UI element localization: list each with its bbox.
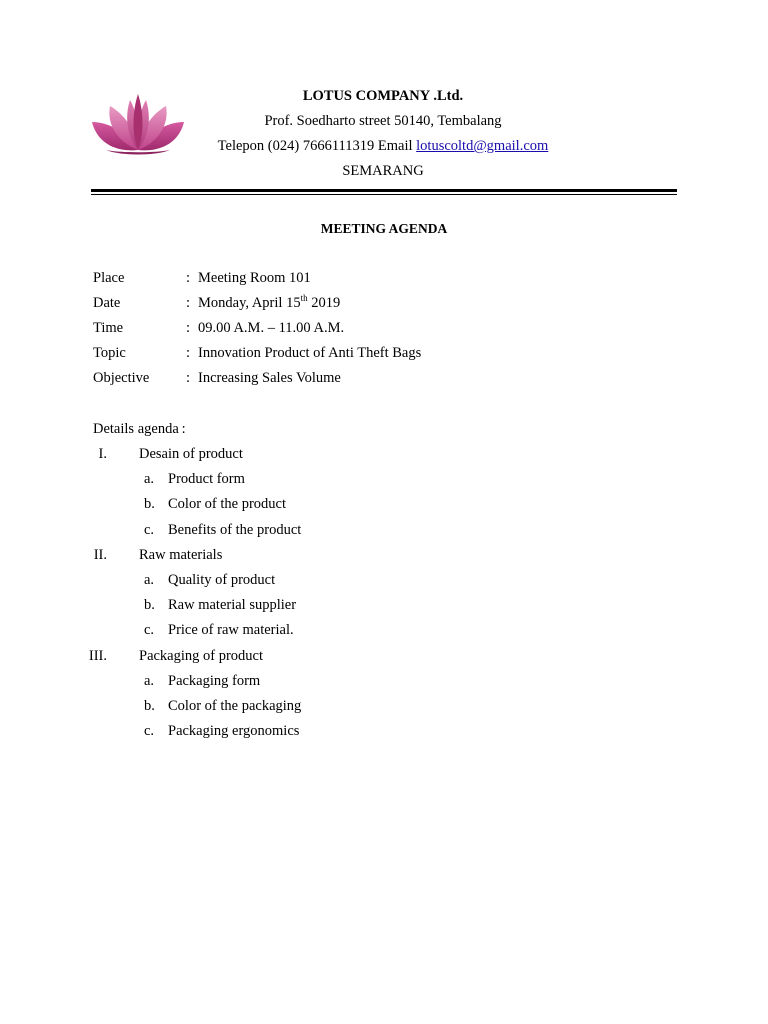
- section-numeral: II.: [93, 546, 107, 563]
- place-colon: :: [186, 270, 191, 286]
- topic-label: Topic: [93, 345, 126, 361]
- item-letter: c.: [144, 723, 155, 740]
- date-value-year: 2019: [307, 295, 341, 311]
- objective-value: Increasing Sales Volume: [198, 370, 341, 386]
- contact-line: [190, 134, 576, 159]
- item-letter: b.: [144, 597, 155, 614]
- item-text: Price of raw material.: [168, 622, 294, 639]
- email-link[interactable]: lotuscoltd@gmail.com: [416, 138, 549, 154]
- time-value: 09.00 A.M. – 11.00 A.M.: [198, 320, 345, 336]
- time-label: Time: [93, 320, 124, 336]
- item-letter: c.: [144, 622, 155, 639]
- time-colon: :: [186, 320, 191, 336]
- place-value: Meeting Room 101: [198, 270, 311, 286]
- topic-colon: :: [186, 345, 191, 361]
- item-text: Benefits of the product: [168, 521, 302, 538]
- date-value-suffix: th: [300, 293, 308, 304]
- item-letter: a.: [144, 571, 155, 588]
- objective-label: Objective: [93, 370, 150, 386]
- header-divider-thick: [91, 189, 677, 192]
- date-value: [198, 291, 340, 316]
- item-text: Color of the packaging: [168, 697, 302, 714]
- item-text: Product form: [168, 471, 245, 488]
- section-title: Desain of product: [139, 446, 243, 462]
- topic-value: Innovation Product of Anti Theft Bags: [198, 345, 422, 361]
- item-text: Raw material supplier: [168, 597, 297, 614]
- document-title: MEETING AGENDA: [320, 221, 448, 236]
- item-text: Packaging form: [168, 672, 261, 689]
- section-numeral: I.: [98, 446, 107, 462]
- date-colon: :: [186, 295, 191, 311]
- place-label: Place: [93, 270, 125, 286]
- item-letter: c.: [144, 521, 155, 538]
- header-divider-thin: [91, 194, 677, 195]
- phone-text: Telepon (024) 7666111319 Email: [217, 138, 417, 154]
- item-letter: a.: [144, 672, 155, 689]
- details-agenda-heading: Details agenda :: [93, 421, 186, 437]
- item-text: Quality of product: [168, 571, 276, 588]
- section-numeral: III.: [88, 647, 107, 664]
- letterhead: [190, 84, 576, 184]
- date-label: Date: [93, 295, 121, 311]
- date-value-main: Monday, April 15: [198, 295, 301, 311]
- section-title: Raw materials: [139, 546, 223, 563]
- company-city: SEMARANG: [342, 163, 424, 179]
- section-title: Packaging of product: [139, 647, 264, 664]
- item-letter: b.: [144, 697, 155, 714]
- lotus-logo-icon: [90, 92, 186, 158]
- company-address: Prof. Soedharto street 50140, Tembalang: [264, 113, 502, 129]
- item-letter: a.: [144, 471, 155, 488]
- company-name: LOTUS COMPANY .Ltd.: [302, 88, 464, 104]
- objective-colon: :: [186, 370, 191, 386]
- item-text: Packaging ergonomics: [168, 723, 300, 740]
- item-letter: b.: [144, 496, 155, 513]
- item-text: Color of the product: [168, 496, 286, 513]
